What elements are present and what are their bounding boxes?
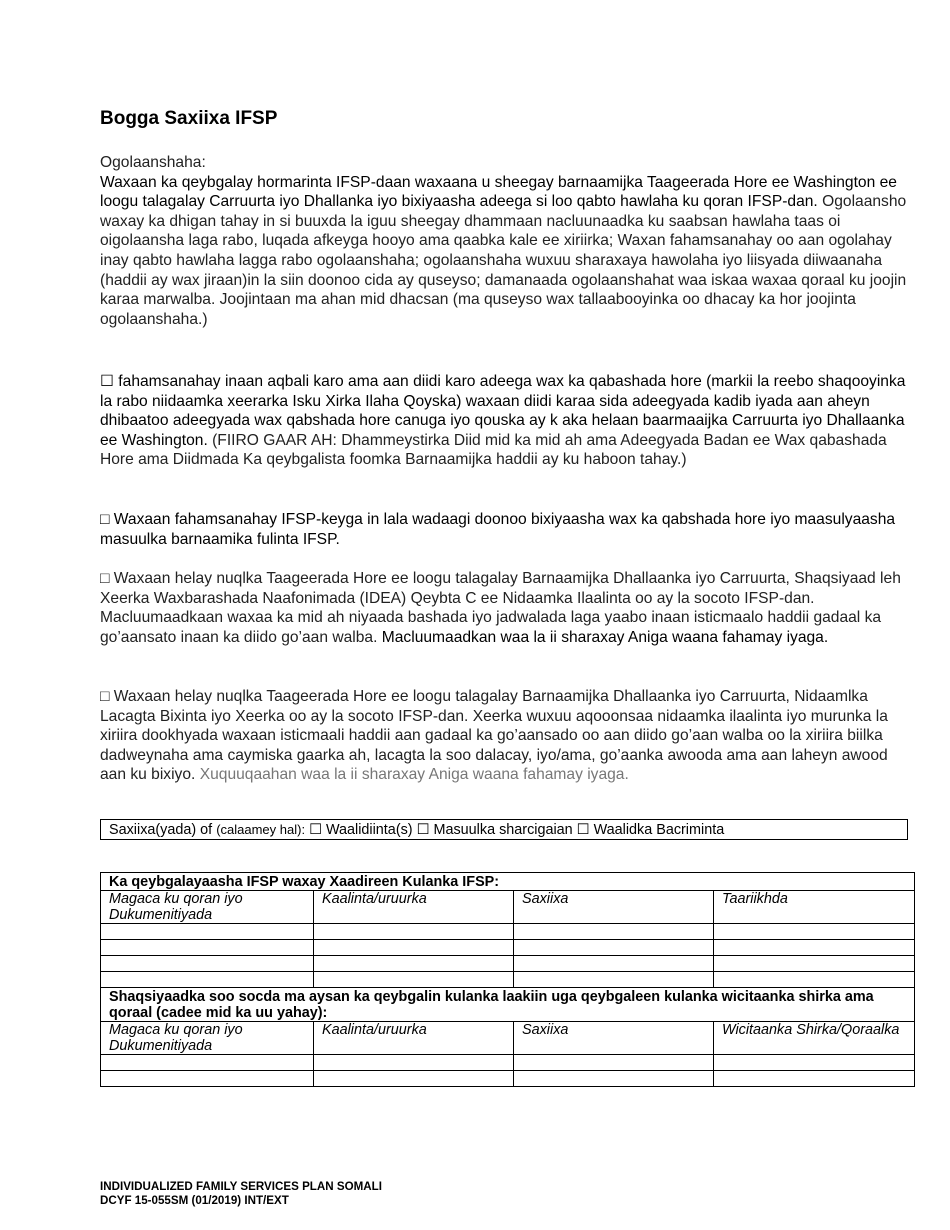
signature-cell[interactable]	[514, 972, 714, 988]
signature-cell[interactable]	[514, 1055, 714, 1071]
section1-title: Ka qeybgalayaasha IFSP waxay Xaadireen Kulanka IFSP:	[101, 873, 915, 891]
role-cell[interactable]	[314, 1071, 514, 1087]
role-cell[interactable]	[314, 940, 514, 956]
signer-type-options[interactable]: ☐ Waalidiinta(s) ☐ Masuulka sharcigaian ☐ Waalidka Bacriminta	[309, 822, 725, 838]
name-cell[interactable]	[101, 924, 314, 940]
name-cell[interactable]	[101, 940, 314, 956]
consent-text-detail: Ogolaansho waxay ka dhigan tahay in si buuxda la iguu sheegay dhammaan nacluunaadka ku saabsan hawlaha taas oi oigolaansha laga rabo, luqada afkeyga hooyo ama qaabka kale ee xiriirka; Waxan fahamsanahay oo aan ogolahay inay qabto hawlaha lagga rabo ogolaanshaha; ogolaanshaha wuxuu sharaxaya hawolaha iyo liisyada diiwaanaha (haddii ay wax jiraan)in la siin doonoo cida ay quseyso; damanaada ogolaanshahat waa iskaa waxaa qoraal ku joojin karaa marwalba. Joojintaan ma ahan mid dhacsan (ma quseyso wax tallaabooyinka oo dhacay ka hor joojinta ogolaanshaha.)	[100, 193, 907, 328]
col-header-call-or-written: Wicitaanka Shirka/Qoraalka	[714, 1022, 915, 1055]
signature-cell[interactable]	[514, 940, 714, 956]
table-row[interactable]	[101, 940, 915, 956]
item4-confirm: Xuquuqaahan waa la ii sharaxay Aniga waana fahamay iyaga.	[195, 766, 629, 784]
signature-cell[interactable]	[514, 956, 714, 972]
role-cell[interactable]	[314, 924, 514, 940]
date-cell[interactable]	[714, 924, 915, 940]
consent-text	[100, 173, 908, 330]
date-cell[interactable]	[714, 940, 915, 956]
call-or-written-cell[interactable]	[714, 1055, 915, 1071]
item3-text: □ Waxaan helay nuqlka Taageerada Hore ee loogu talagalay Barnaamijka Dhallaanka iyo Carruurta, Shaqsiyaad leh Xeerka Waxbarashada Naafonimada (IDEA) Qeybta C ee Nidaamka Ilaalinta oo ay la socoto IFSP-dan. Macluumaadkaan waxaa ka mid ah niyaada bashada iyo jadwalada laga yaabo inaan isticmaalo haddii gadaal ka go’aansato inaan ka diido go’aan walba.	[100, 570, 901, 646]
table-row[interactable]	[101, 956, 915, 972]
signature-cell[interactable]	[514, 924, 714, 940]
role-cell[interactable]	[314, 956, 514, 972]
name-cell[interactable]	[101, 1055, 314, 1071]
signer-type-instruction: (calaamey hal):	[216, 822, 306, 837]
section2-title: Shaqsiyaadka soo socda ma aysan ka qeybgalin kulanka laakiin uga qeybgaleen kulanka wicitaanka shirka ama qoraal (cadee mid ka uu yahay):	[101, 988, 915, 1022]
signer-type-box[interactable]	[100, 819, 908, 840]
call-or-written-cell[interactable]	[714, 1071, 915, 1087]
col-header-name: Magaca ku qoran iyo Dukumenitiyada	[101, 891, 314, 924]
consent-text-main: Waxaan ka qeybgalay hormarinta IFSP-daan waxaana u sheegay barnaamijka Taageerada Hore ee Washington ee loogu talagalay Carruurta iyo Dhallanka iyo bixiyaasha adeega si loo qabto hawlaha ku qoran IFSP-dan.	[100, 173, 897, 211]
name-cell[interactable]	[101, 956, 314, 972]
col-header-role: Kaalinta/uruurka	[314, 891, 514, 924]
section2-title-row	[101, 988, 915, 1022]
col-header-role: Kaalinta/uruurka	[314, 1022, 514, 1055]
section2-header-row	[101, 1022, 915, 1055]
signature-cell[interactable]	[514, 1071, 714, 1087]
form-footer	[100, 1180, 382, 1208]
table-row[interactable]	[101, 972, 915, 988]
table-row[interactable]	[101, 1055, 915, 1071]
name-cell[interactable]	[101, 972, 314, 988]
section1-header-row	[101, 891, 915, 924]
item2-text: □ Waxaan fahamsanahay IFSP-keyga in lala wadaagi doonoo bixiyaasha wax ka qabshada hore iyo maasulyaasha masuulka barnaamika fulinta IFSP.	[100, 511, 896, 548]
consent-heading: Ogolaanshaha:	[100, 154, 206, 171]
acknowledgement-item-3	[100, 569, 908, 647]
participants-table	[100, 872, 915, 1087]
footer-form-name: INDIVIDUALIZED FAMILY SERVICES PLAN SOMALI	[100, 1180, 382, 1193]
table-row[interactable]	[101, 1071, 915, 1087]
item1-note: (FIIRO GAAR AH: Dhammeystirka Diid mid ka mid ah ama Adeegyada Badan ee Wax qabashada Hore ama Diidmada Ka qeybgalista foomka Barnaamijka haddii ay ku haboon tahay.)	[100, 431, 887, 469]
signer-type-prefix: Saxiixa(yada) of	[109, 822, 217, 838]
name-cell[interactable]	[101, 1071, 314, 1087]
role-cell[interactable]	[314, 1055, 514, 1071]
acknowledgement-item-4	[100, 687, 908, 785]
item3-confirm: Macluumaadkan waa la ii sharaxay Aniga waana fahamay iyaga.	[377, 628, 829, 646]
date-cell[interactable]	[714, 972, 915, 988]
item1-checkbox-text: ☐ fahamsanahay inaan aqbali karo ama aan diidi karo adeega wax ka qabashada hore (markii la reebo shaqooyinka la rabo niidaamka xeerarka Isku Xirka Ilaha Qoyska) waxaan diidi karaa sida adeegyada kadib iyada aan aheyn dhibaatoo adeegyada wax qabshada hore canuga iyo qouska ay k aka helaan baarmaaijka Carruurta iyo Dhallaanka ee Washington.	[100, 373, 906, 449]
col-header-signature: Saxiixa	[514, 891, 714, 924]
acknowledgement-item-2	[100, 510, 908, 549]
date-cell[interactable]	[714, 956, 915, 972]
consent-section	[100, 153, 908, 329]
page-title: Bogga Saxiixa IFSP	[100, 108, 278, 129]
table-row[interactable]	[101, 924, 915, 940]
col-header-name: Magaca ku qoran iyo Dukumenitiyada	[101, 1022, 314, 1055]
role-cell[interactable]	[314, 972, 514, 988]
col-header-date: Taariikhda	[714, 891, 915, 924]
footer-form-number: DCYF 15-055SM (01/2019) INT/EXT	[100, 1194, 289, 1207]
acknowledgement-item-1	[100, 372, 908, 470]
col-header-signature: Saxiixa	[514, 1022, 714, 1055]
section1-title-row	[101, 873, 915, 891]
item4-text: □ Waxaan helay nuqlka Taageerada Hore ee loogu talagalay Barnaamijka Dhallaanka iyo Carruurta, Nidaamlka Lacagta Bixinta iyo Xeerka oo ay la socoto IFSP-dan. Xeerka wuxuu aqooonsaa nidaamka ilaalinta iyo murunka la xiriira dookhyada waxaan isticmaali haddii aan gadaal ka go’aansado oo aan diido go’aan walba oo la xiriira biilka dadweynaha ama caymiska gaarka ah, lacagta la soo dalacay, iyo/ama, go’aanka awooda ama aan laheyn awood aan ku bixiyo.	[100, 688, 888, 784]
